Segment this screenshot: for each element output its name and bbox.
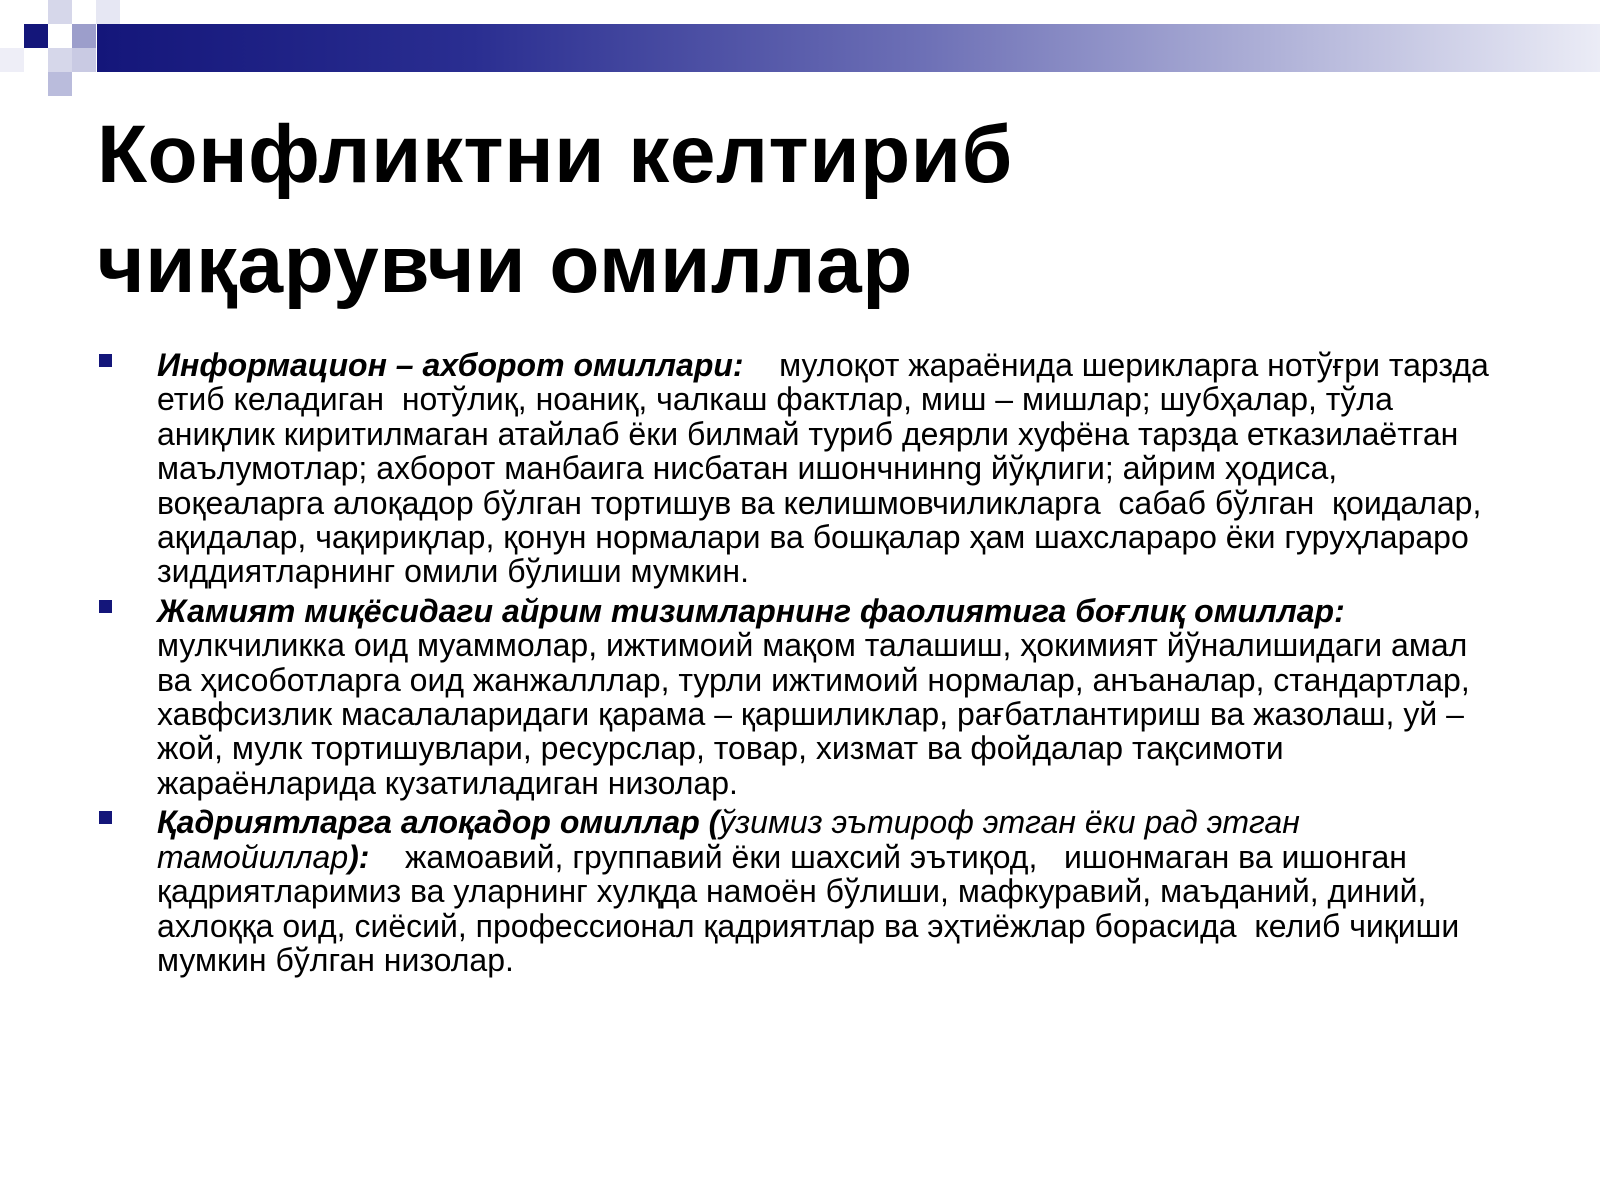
decor-square <box>72 48 96 72</box>
decor-square <box>48 48 72 72</box>
decor-square <box>48 0 72 24</box>
item-text: жамоавий, группавий ёки шахсий эътиқод, ишонмаган ва ишонган қадриятларимиз ва уларнинг хулқда намоён бўлиши, мафкуравий, маъданий, диний, ахлоққа оид, сиёсий, профессионал қадриятлар ва эҳтиёжлар борасида келиб чиқиши мумкин бўлган низолар. <box>157 838 1477 978</box>
list-item <box>97 348 1497 589</box>
header-gradient-bar <box>97 24 1600 72</box>
list-item <box>97 805 1497 977</box>
slide-title-line-1: Конфликтни келтириб <box>97 109 1013 200</box>
decor-square <box>24 24 48 48</box>
item-heading: Информацион – ахборот омиллари: <box>157 347 744 383</box>
bullet-list <box>97 348 1497 982</box>
decor-square <box>96 0 120 24</box>
decor-square <box>0 48 24 72</box>
item-heading-parenthetical: ўзимиз эътироф этган ёки рад этган тамойиллар <box>157 804 1300 875</box>
item-text: мулкчиликка оид муаммолар, ижтимоий мақом талашиш, ҳокимият йўналишидаги амал ва ҳисоботларга оид жанжалллар, турли ижтимоий нормалар, анъаналар, стандартлар, хавфсизлик масалаларидаги қарама – қаршиликлар, рағбатлантириш ва жазолаш, уй – жой, мулк тортишувлари, ресурслар, товар, хизмат ва фойдалар тақсимоти жараёнларида кузатиладиган низолар. <box>157 592 1479 801</box>
item-text: мулоқот жараёнида шерикларга нотўғри тарзда етиб келадиган нотўлиқ, ноаниқ, чалкаш фактлар, миш – мишлар; шубҳалар, тўла аниқлик киритилмаган атайлаб ёки билмай туриб деярли хуфёна тарзда етказилаётган маълумотлар; ахборот манбаига нисбатан ишончнинng йўқлиги; айрим ҳодиса, воқеаларга алоқадор бўлган тортишув ва келишмовчиликларга сабаб бўлган қоидалар, ақидалар, чақириқлар, қонун нормалари ва бошқалар ҳам шахслараро ёки гуруҳлараро зиддиятларнинг омили бўлиши мумкин. <box>157 347 1498 590</box>
slide-title-line-2: чиқарувчи омиллар <box>97 219 913 310</box>
item-heading-close: ): <box>348 838 370 875</box>
slide-title <box>97 100 1517 320</box>
decor-square <box>48 72 72 96</box>
item-heading: Жамият миқёсидаги айрим тизимларнинг фаолиятига боғлиқ омиллар: <box>157 592 1345 629</box>
item-heading: Қадриятларга алоқадор омиллар ( <box>157 804 720 841</box>
list-item <box>97 594 1497 800</box>
square-bullet-icon <box>99 600 112 613</box>
square-bullet-icon <box>99 354 112 367</box>
square-bullet-icon <box>99 811 112 824</box>
decor-square <box>72 24 96 48</box>
